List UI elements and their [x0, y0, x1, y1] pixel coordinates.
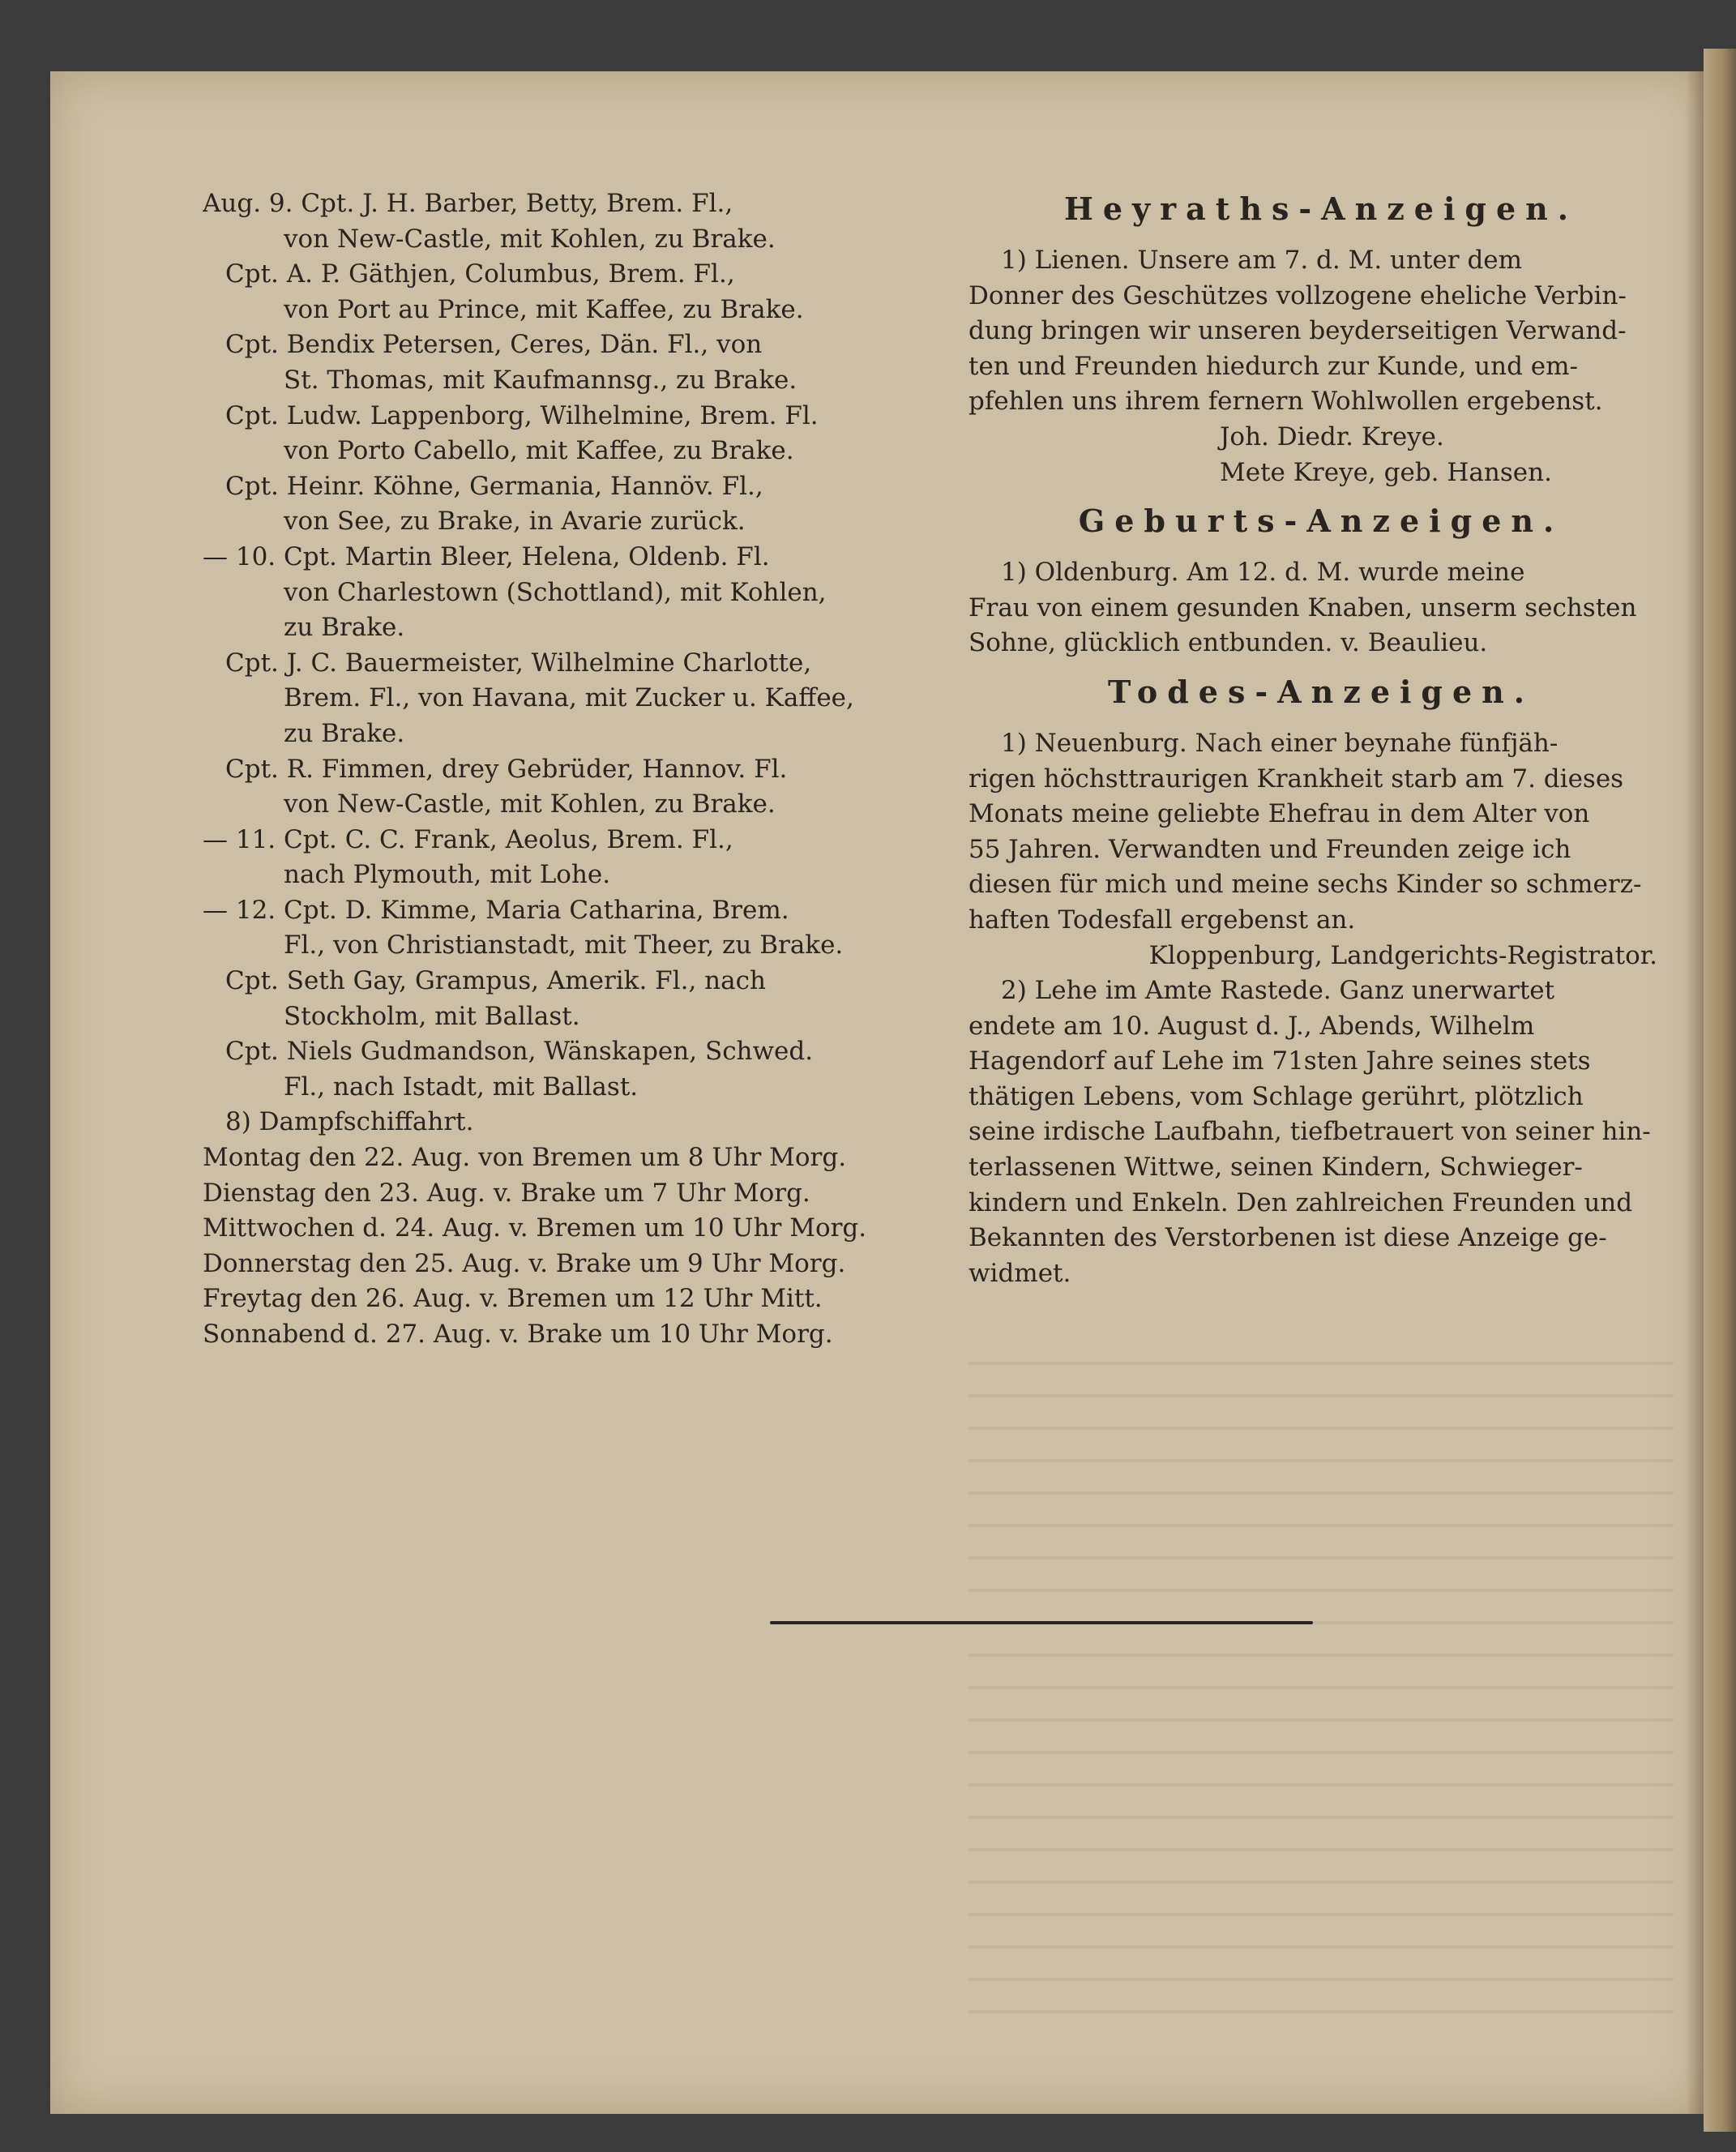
ship-entry-line: — 11. Cpt. C. C. Frank, Aeolus, Brem. Fl., [203, 824, 733, 854]
announcement-line: pfehlen uns ihrem fernern Wohlwollen ergebenst. [968, 387, 1603, 417]
announcement-line: 1) Neuenburg. Nach einer beynahe fünfjäh- [1001, 728, 1559, 758]
steamship-schedule-line: Mittwochen d. 24. Aug. v. Bremen um 10 Uhr Morg. [203, 1213, 867, 1243]
show-through-text [968, 1362, 1674, 2026]
announcement-line: diesen für mich und meine sechs Kinder so schmerz- [968, 870, 1642, 900]
announcements-column [968, 186, 1674, 1291]
ship-entry-line: von See, zu Brake, in Avarie zurück. [284, 507, 746, 537]
ship-entry-line: von New-Castle, mit Kohlen, zu Brake. [284, 789, 776, 819]
section-divider-rule [770, 1621, 1313, 1624]
announcement-line: 1) Oldenburg. Am 12. d. M. wurde meine [1001, 558, 1525, 588]
ship-entry-line: Fl., von Christianstadt, mit Theer, zu Brake. [284, 931, 844, 960]
ship-entry-line: Cpt. Seth Gay, Grampus, Amerik. Fl., nach [225, 966, 766, 996]
ship-entry-line: zu Brake. [284, 718, 405, 748]
announcement-line: kindern und Enkeln. Den zahlreichen Freunden und [968, 1187, 1633, 1217]
announcement-line: Monats meine geliebte Ehefrau in dem Alter von [968, 799, 1590, 829]
announcement-line: widmet. [968, 1258, 1071, 1288]
signature: Kloppenburg, Landgerichts-Registrator. [1148, 940, 1657, 970]
ship-entry-line: Cpt. Niels Gudmandson, Wänskapen, Schwed. [225, 1037, 814, 1067]
announcement-line: Bekannten des Verstorbenen ist diese Anzeige ge- [968, 1223, 1607, 1253]
announcement-line: dung bringen wir unseren beyderseitigen Verwand- [968, 316, 1627, 346]
announcement-line: Frau von einem gesunden Knaben, unserm sechsten [968, 593, 1637, 622]
announcement-line: terlassenen Wittwe, seinen Kindern, Schwieger- [968, 1153, 1583, 1183]
announcement-line: seine irdische Laufbahn, tiefbetrauert von seiner hin- [968, 1117, 1651, 1147]
ship-entry-line: St. Thomas, mit Kaufmannsg., zu Brake. [284, 365, 797, 395]
ship-entry-line: Cpt. Ludw. Lappenborg, Wilhelmine, Brem. Fl. [225, 400, 819, 430]
ship-entry-line: — 10. Cpt. Martin Bleer, Helena, Oldenb. Fl. [203, 541, 770, 571]
ship-entry-line: Cpt. A. P. Gäthjen, Columbus, Brem. Fl., [225, 259, 735, 289]
page-edge [1704, 49, 1736, 2132]
ship-entry-line: von New-Castle, mit Kohlen, zu Brake. [284, 224, 776, 254]
announcement-line: haften Todesfall ergebenst an. [968, 905, 1356, 935]
ship-entry-line: von Charlestown (Schottland), mit Kohlen, [284, 577, 827, 607]
marriage-announcements-heading: Heyraths-Anzeigen. [1063, 190, 1579, 227]
steamship-schedule-line: Montag den 22. Aug. von Bremen um 8 Uhr Morg. [203, 1143, 847, 1173]
death-announcements-heading: Todes-Anzeigen. [1107, 673, 1535, 710]
birth-announcements-heading: Geburts-Anzeigen. [1078, 503, 1564, 540]
announcement-line: 55 Jahren. Verwandten und Freunden zeige ich [968, 834, 1571, 864]
signature: Mete Kreye, geb. Hansen. [1220, 457, 1552, 487]
ship-entry-line: zu Brake. [284, 613, 405, 643]
ship-entry-line: Stockholm, mit Ballast. [284, 1001, 580, 1031]
ship-entry-line: Fl., nach Istadt, mit Ballast. [284, 1072, 639, 1102]
ship-entry-line: von Porto Cabello, mit Kaffee, zu Brake. [284, 436, 794, 466]
announcement-line: endete am 10. August d. J., Abends, Wilhelm [968, 1011, 1535, 1041]
ship-entry-line: Cpt. R. Fimmen, drey Gebrüder, Hannov. Fl. [225, 754, 788, 784]
steamship-schedule-line: Sonnabend d. 27. Aug. v. Brake um 10 Uhr Morg. [203, 1320, 833, 1349]
ship-entry-line: nach Plymouth, mit Lohe. [284, 860, 611, 890]
ship-entry-line: — 12. Cpt. D. Kimme, Maria Catharina, Brem. [203, 895, 789, 925]
steamship-schedule-line: Dienstag den 23. Aug. v. Brake um 7 Uhr Morg. [203, 1178, 810, 1208]
announcement-line: Donner des Geschützes vollzogene eheliche Verbin- [968, 280, 1627, 310]
steamship-schedule-line: Donnerstag den 25. Aug. v. Brake um 9 Uhr Morg. [203, 1248, 846, 1278]
steamship-heading: 8) Dampfschiffahrt. [225, 1107, 474, 1137]
announcement-line: Sohne, glücklich entbunden. v. Beaulieu. [968, 628, 1488, 658]
ship-entry-line: von Port au Prince, mit Kaffee, zu Brake. [284, 294, 804, 324]
announcement-line: 2) Lehe im Amte Rastede. Ganz unerwartet [1001, 976, 1555, 1006]
announcement-line: 1) Lienen. Unsere am 7. d. M. unter dem [1001, 246, 1523, 275]
announcement-line: rigen höchsttraurigen Krankheit starb am 7. dieses [968, 764, 1624, 794]
ship-entry-line: Cpt. Heinr. Köhne, Germania, Hannöv. Fl., [225, 471, 763, 501]
ship-entry-line: Aug. 9. Cpt. J. H. Barber, Betty, Brem. Fl., [203, 189, 733, 218]
ship-entry-line: Cpt. Bendix Petersen, Ceres, Dän. Fl., von [225, 330, 763, 360]
ship-entry-line: Brem. Fl., von Havana, mit Zucker u. Kaffee, [284, 683, 854, 713]
shipping-list-column [203, 186, 948, 1353]
steamship-schedule-line: Freytag den 26. Aug. v. Bremen um 12 Uhr Mitt. [203, 1284, 823, 1314]
announcement-line: Hagendorf auf Lehe im 71sten Jahre seines stets [968, 1046, 1591, 1076]
page-gutter-shadow [1686, 71, 1704, 2114]
signature: Joh. Diedr. Kreye. [1220, 421, 1444, 451]
announcement-line: ten und Freunden hiedurch zur Kunde, und em- [968, 351, 1579, 381]
announcement-line: thätigen Lebens, vom Schlage gerührt, plötzlich [968, 1081, 1584, 1111]
ship-entry-line: Cpt. J. C. Bauermeister, Wilhelmine Charlotte, [225, 648, 812, 678]
